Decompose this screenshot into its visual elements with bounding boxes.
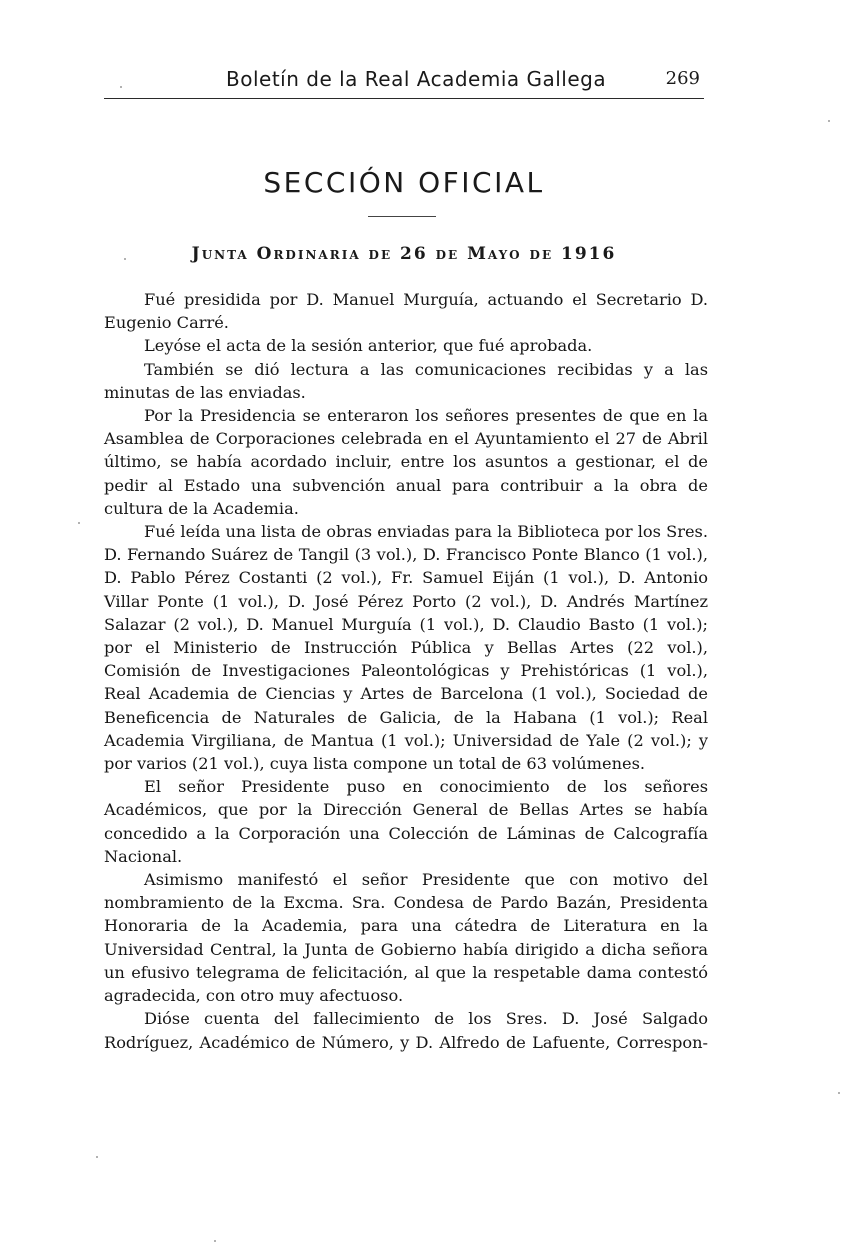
scan-speck — [96, 1156, 98, 1158]
title-divider — [368, 216, 436, 217]
body-text — [104, 288, 708, 1054]
page-number: 269 — [665, 68, 700, 89]
paragraph-minutes-read: Leyóse el acta de la sesión anterior, que fué aprobada. — [144, 336, 593, 356]
scan-speck — [78, 522, 80, 524]
paragraph-telegram: Asimismo manifestó el señor Presidente que con motivo del nombramiento de la Excma. Sra. Condesa de Pardo Bazán, Presidenta Honoraria de la Academia, para una cátedra de Literatura en la Universidad Central, la Junta de Gobierno había dirigido a dicha señora un efusivo telegrama de felicitación, al que la respetable dama contestó agradecida, con otro muy afectuoso. — [104, 870, 708, 1006]
scan-speck — [124, 258, 126, 260]
scan-speck — [838, 1092, 840, 1094]
paragraph-assembly: Por la Presidencia se enteraron los señores presentes de que en la Asamblea de Corporaciones celebrada en el Ayuntamiento el 27 de Abril último, se había acordado incluir, entre los asuntos a gestionar, el de pedir al Estado una subvención anual para contribuir a la obra de cultura de la Academia. — [104, 406, 708, 518]
paragraph-deaths: Dióse cuenta del fallecimiento de los Sres. D. José Salgado Rodríguez, Académico de Número, y D. Alfredo de Lafuente, Correspon- — [104, 1009, 708, 1052]
journal-title: Boletín de la Real Academia Gallega — [226, 67, 607, 91]
scan-speck — [828, 120, 830, 122]
session-heading: Junta Ordinaria de 26 de Mayo de 1916 — [191, 244, 617, 264]
running-header — [104, 64, 704, 99]
paragraph-communications: También se dió lectura a las comunicaciones recibidas y a las minutas de las enviadas. — [104, 359, 708, 402]
paragraph-presidency: Fué presidida por D. Manuel Murguía, actuando el Secretario D. Eugenio Carré. — [104, 290, 708, 333]
scan-speck — [120, 86, 122, 88]
section-title: SECCIÓN OFICIAL — [263, 166, 545, 199]
paragraph-library-donations: Fué leída una lista de obras enviadas para la Biblioteca por los Sres. D. Fernando Suárez de Tangil (3 vol.), D. Francisco Ponte Blanco (1 vol.), D. Pablo Pérez Costanti (2 vol.), Fr. Samuel Eiján (1 vol.), D. Antonio Villar Ponte (1 vol.), D. José Pérez Porto (2 vol.), D. Andrés Martínez Salazar (2 vol.), D. Manuel Murguía (1 vol.), D. Claudio Basto (1 vol.); por el Ministerio de Instrucción Pública y Bellas Artes (22 vol.), Comisión de Investigaciones Paleontológicas y Prehistóricas (1 vol.), Real Academia de Ciencias y Artes de Barcelona (1 vol.), Sociedad de Beneficencia de Naturales de Galicia, de la Habana (1 vol.); Real Academia Virgiliana, de Mantua (1 vol.); Universidad de Yale (2 vol.); y por varios (21 vol.), cuya lista compone un total de 63 volúmenes. — [104, 522, 708, 774]
paragraph-engravings: El señor Presidente puso en conocimiento de los señores Académicos, que por la Dirección General de Bellas Artes se había concedido a la Corporación una Colección de Láminas de Calcografía Nacional. — [104, 777, 708, 866]
scan-speck — [214, 1240, 216, 1242]
